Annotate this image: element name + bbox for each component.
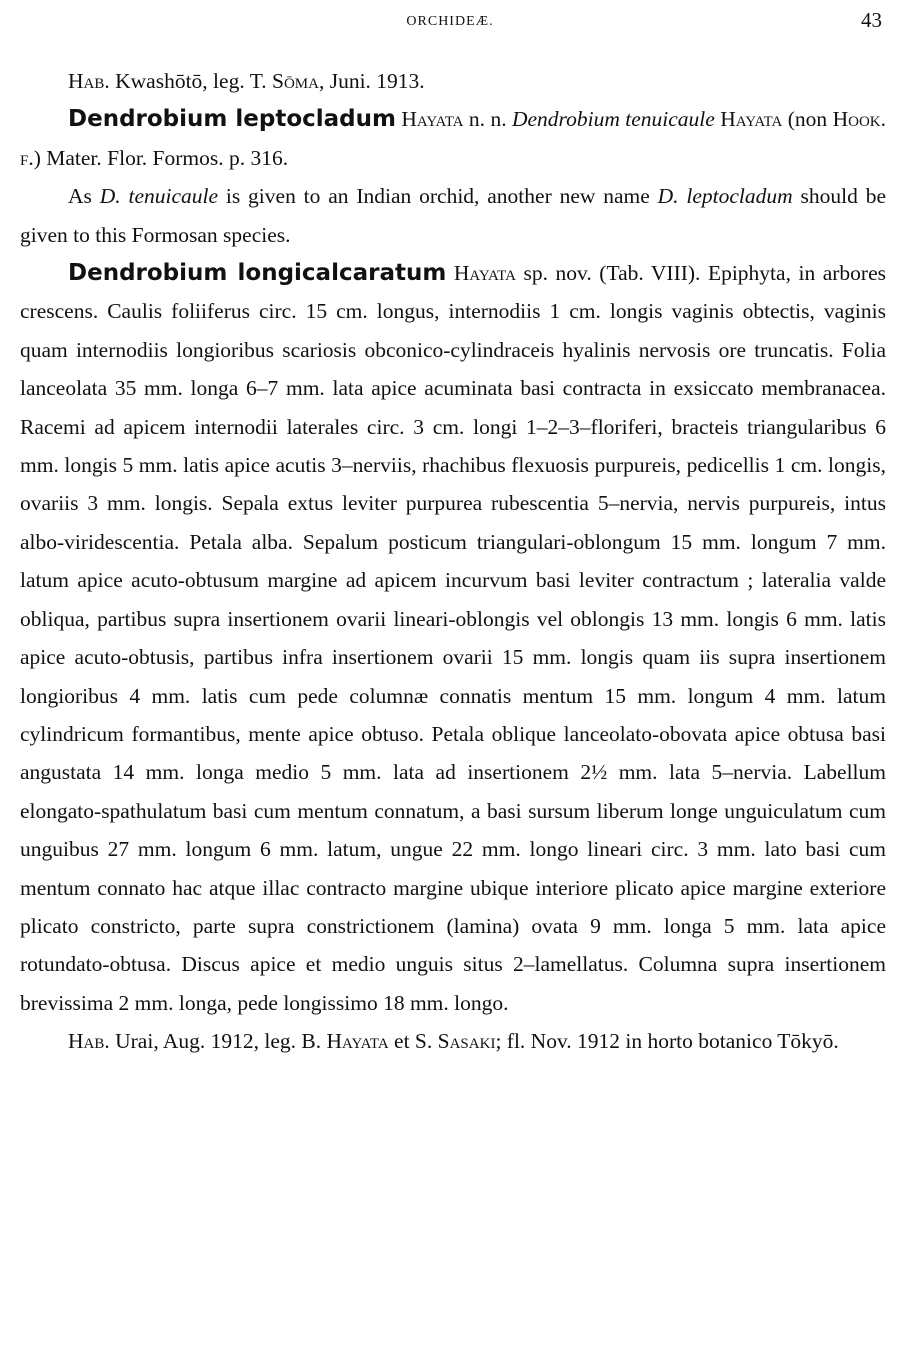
note-name-2: D. leptocladum xyxy=(657,184,793,209)
running-title: ORCHIDEÆ. xyxy=(406,14,494,29)
species-name: Dendrobium leptocladum xyxy=(68,106,396,133)
species-entry-longicalcaratum xyxy=(20,254,886,1022)
running-head xyxy=(0,8,900,38)
synonym-name: Dendrobium tenuicaule xyxy=(511,107,715,132)
note-paragraph xyxy=(20,177,886,254)
note-part-1: As xyxy=(68,184,100,209)
page-number: 43 xyxy=(861,8,882,32)
collector-name-1: Hayata xyxy=(326,1029,389,1054)
synonym-author: Hayata xyxy=(720,107,783,132)
non-author: Hook. f. xyxy=(20,107,886,170)
hab-text: Urai, Aug. 1912, leg. B. xyxy=(115,1029,327,1054)
hab-text: Kwashōtō, leg. T. xyxy=(115,69,272,93)
hab-label: Hab. xyxy=(68,69,110,93)
note-name-1: D. tenuicaule xyxy=(99,184,219,209)
note-part-3: should be given to this Formosan species. xyxy=(20,184,886,247)
species-description: Epiphyta, in arbores crescens. Caulis foliiferus circ. 15 cm. longus, internodiis 1 cm. longis vaginis obtectis, vaginis quam internodiis longioribus scariosis obconico-cylindraceis hyalinis nervosis ore truncatis. Folia lanceolata 35 mm. longa 6–7 mm. lata apice acuminata basi contracta in exsiccato membranacea. Racemi ad apicem internodii laterales circ. 3 cm. longi 1–2–3–floriferi, bracteis triangularibus 6 mm. longis 5 mm. latis apice acutis 3–nerviis, rhachibus flexuosis purpureis, pedicellis 1 cm. longis, ovariis 3 mm. longis. Sepala extus leviter purpurea rubescentia 5–nervia, nervis purpureis, intus albo-viridescentia. Petala alba. Sepalum posticum triangulari-oblongum 15 mm. longum 7 mm. latum apice acuto-obtusum margine ad apicem incurvum basi leviter contractum ; lateralia valde obliqua, partibus supra insertionem ovarii lineari-oblongis vel oblongis 13 mm. longis 6 mm. latis apice acuto-obtusis, partibus infra insertionem ovarii 15 mm. longis quam iis supra insertionem longioribus 4 mm. latis cum pede columnæ connatis mentum 15 mm. longum 4 mm. latum cylindricum formantibus, mente apice obtuso. Petala oblique lanceolato-obovata apice obtusa basi angustata 14 mm. longa medio 5 mm. lata ad insertionem 2 xyxy=(20,261,886,785)
species-author: Hayata xyxy=(453,261,516,286)
species-status: n. n. xyxy=(463,107,512,132)
habitat-paragraph-2 xyxy=(20,1022,886,1060)
habitat-paragraph-1 xyxy=(20,62,886,100)
species-author: Hayata xyxy=(401,107,464,132)
fraction: ½ xyxy=(591,760,608,785)
hab-et: et S. xyxy=(388,1029,438,1054)
note-part-2: is given to an Indian orchid, another new name xyxy=(218,184,658,209)
hab-date: , Juni. 1913. xyxy=(318,69,425,93)
hab-label: Hab. xyxy=(68,1029,110,1054)
hab-rest: ; fl. Nov. 1912 in horto botanico Tōkyō. xyxy=(495,1029,839,1054)
species-status: sp. nov. (Tab. VIII). xyxy=(515,261,708,286)
collector-name: Sōma xyxy=(271,69,319,93)
reference-text: ) Mater. Flor. Formos. p. 316. xyxy=(33,145,289,170)
collector-name-2: Sasaki xyxy=(437,1029,496,1054)
species-description-cont: mm. lata 5–nervia. Labellum elongato-spathulatum basi cum mentum connatum, a basi sursum liberum longe unguiculatum cum unguibus 27 mm. longum 6 mm. latum, ungue 22 mm. longo lineari circ. 3 mm. lato basi cum mentum connato hac atque illac contracto margine ubique interiore plicato apice margine exteriore plicato constricto, parte supra constrictionem (lamina) ovata 9 mm. longa 5 mm. lata apice rotundato-obtusa. Discus apice et medio unguis situs 2–lamellatus. Columna supra insertionem brevissima 2 mm. longa, pede longissimo 18 mm. longo. xyxy=(20,760,886,1015)
species-entry-leptocladum xyxy=(20,100,886,177)
species-name: Dendrobium longicalcaratum xyxy=(68,260,447,287)
body-text xyxy=(20,62,886,1061)
non-text: (non xyxy=(782,107,833,132)
